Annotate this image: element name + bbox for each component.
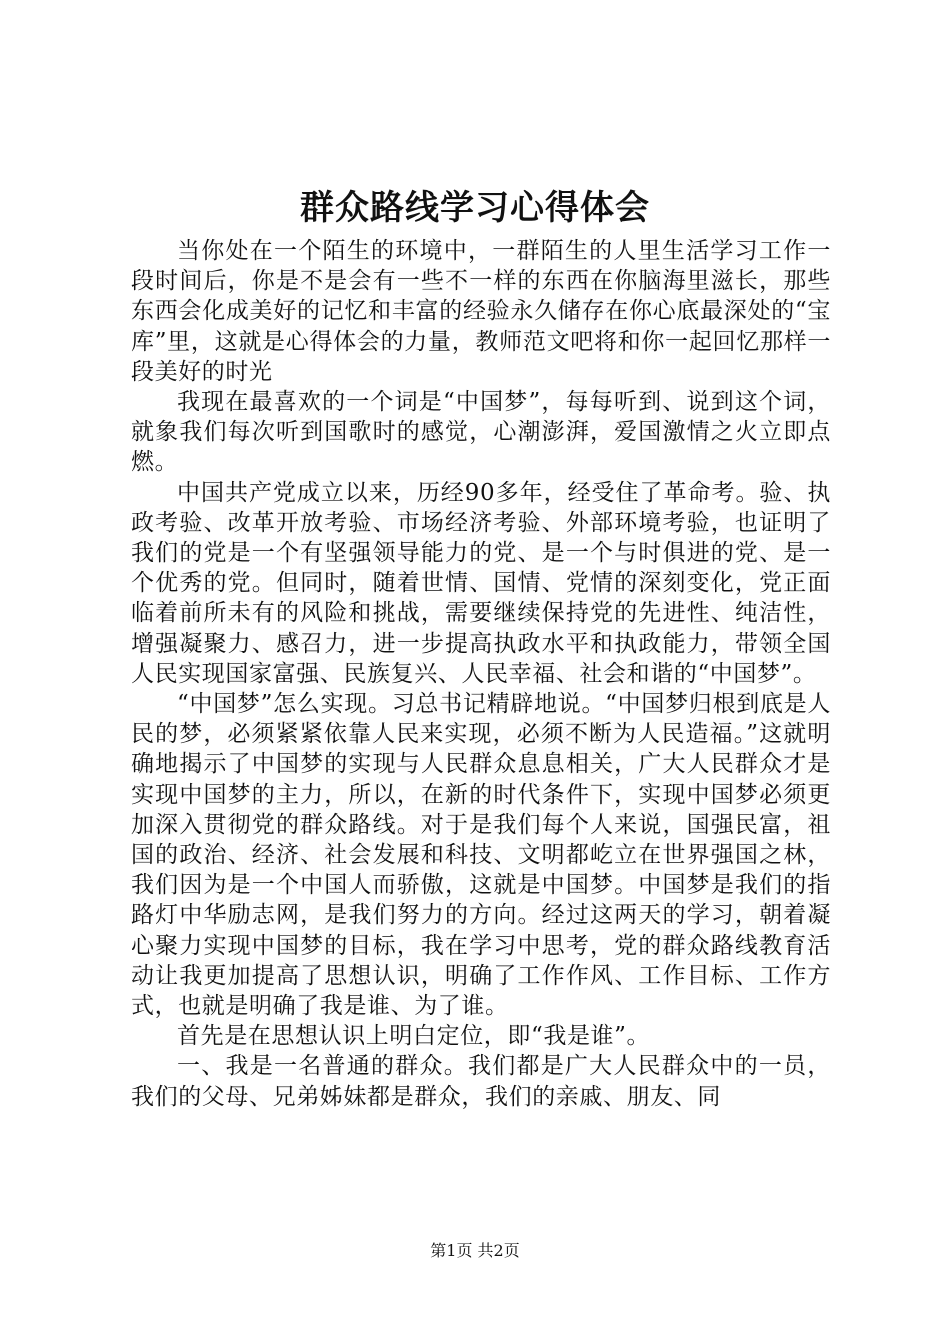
paragraph-6: 一、我是一名普通的群众。我们都是广大人民群众中的一员，我们的父母、兄弟姊妹都是群众，我们的亲戚、朋友、同 [131,1053,831,1110]
paragraph-5: 首先是在思想认识上明白定位，即“我是谁”。 [177,1023,651,1050]
paragraph-2: 我现在最喜欢的一个词是“中国梦”，每每听到、说到这个词，就象我们每次听到国歌时的感觉，心潮澎湃，爱国激情之火立即点燃。 [131,389,831,476]
paragraph-3: 中国共产党成立以来，历经90多年，经受住了革命考。验、执政考验、改革开放考验、市场经济考验、外部环境考验，也证明了我们的党是一个有坚强领导能力的党、是一个与时俱进的党、是一个优秀的党。但同时，随着世情、国情、党情的深刻变化，党正面临着前所未有的风险和挑战，需要继续保持党的先进性、纯洁性，增强凝聚力、感召力，进一步提高执政水平和执政能力，带领全国人民实现国家富强、民族复兴、人民幸福、社会和谐的“中国梦”。 [131,479,831,687]
document-title: 群众路线学习心得体会 [300,188,650,228]
paragraph-4: “中国梦”怎么实现。习总书记精辟地说。“中国梦归根到底是人民的梦，必须紧紧依靠人民来实现，必须不断为人民造福。”这就明确地揭示了中国梦的实现与人民群众息息相关，广大人民群众才是实现中国梦的主力，所以，在新的时代条件下，实现中国梦必须更加深入贯彻党的群众路线。对于是我们每个人来说，国强民富，祖国的政治、经济、社会发展和科技、文明都屹立在世界强国之林，我们因为是一个中国人而骄傲，这就是中国梦。中国梦是我们的指路灯中华励志网，是我们努力的方向。经过这两天的学习，朝着凝心聚力实现中国梦的目标，我在学习中思考，党的群众路线教育活动让我更加提高了思想认识，明确了工作作风、工作目标、工作方式，也就是明确了我是谁、为了谁。 [131,691,831,1020]
document-body [131,236,831,1112]
paragraph-1: 当你处在一个陌生的环境中，一群陌生的人里生活学习工作一段时间后，你是不是会有一些不一样的东西在你脑海里滋长，那些东西会化成美好的记忆和丰富的经验永久储存在你心底最深处的“宝库”里，这就是心得体会的力量，教师范文吧将和你一起回忆那样一段美好的时光 [131,238,831,385]
page-number-footer: 第1页 共2页 [430,1241,520,1260]
